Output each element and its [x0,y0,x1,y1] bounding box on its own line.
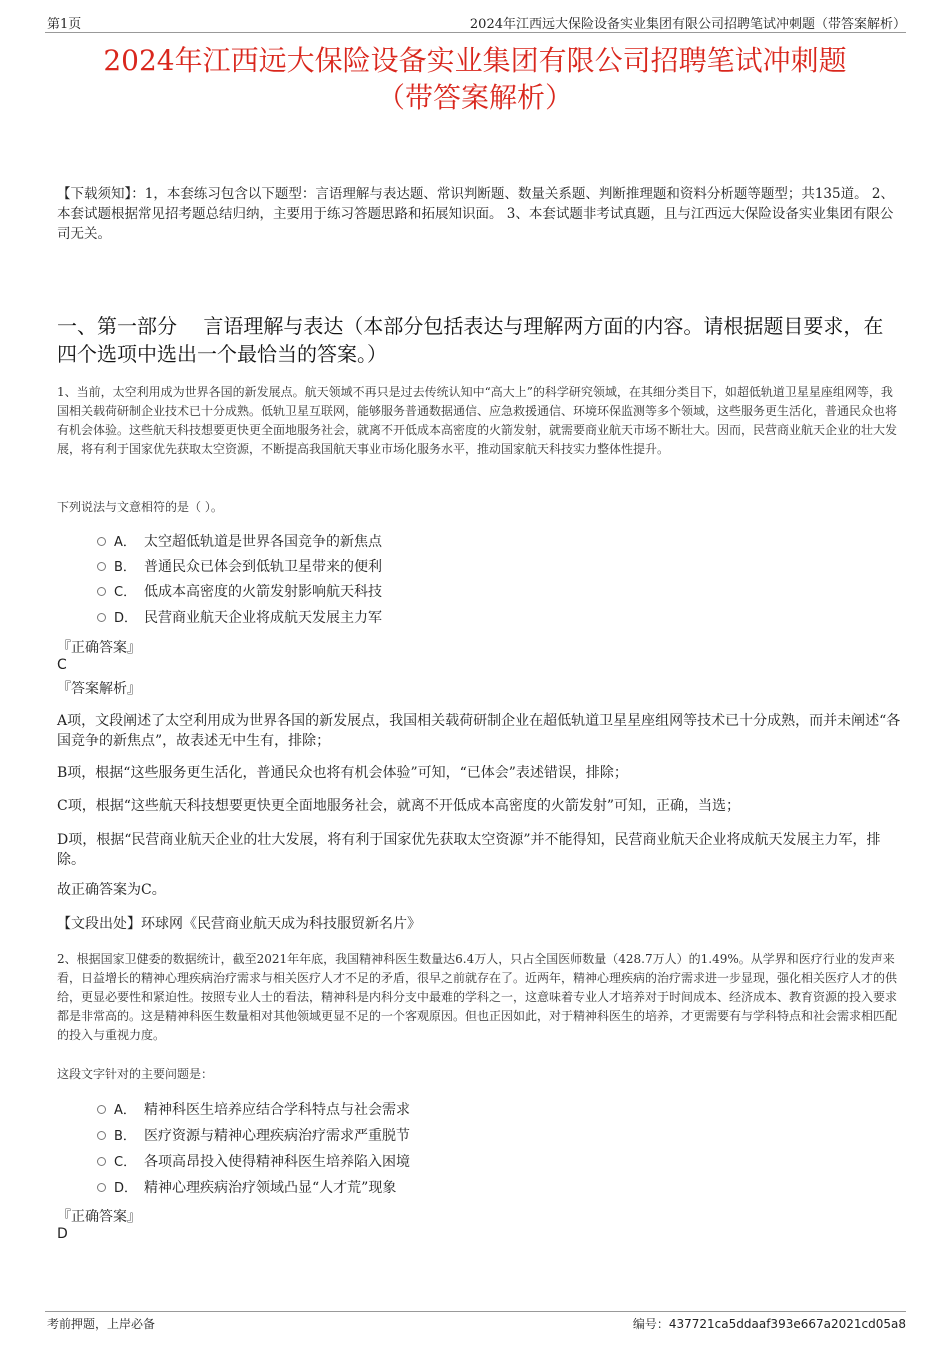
q1-answer: C [57,657,67,673]
q1-option-b[interactable] [97,557,382,578]
option-text: 精神科医生培养应结合学科特点与社会需求 [144,1102,410,1118]
option-letter: A． [114,535,136,550]
q2-option-a[interactable] [97,1100,410,1121]
option-text: 低成本高密度的火箭发射影响航天科技 [144,584,382,600]
radio-icon[interactable] [97,587,106,596]
q2-passage: 2、根据国家卫健委的数据统计，截至2021年年底，我国精神科医生数量达6.4万人，只占全国医师数量（428.7万人）的1.49%。从学界和医疗行业的发声来看，日益增长的精神心理疾病治疗需求与相关医疗人才不足的矛盾，很早之前就存在了。近两年，精神心理疾病的治疗需求进一步显现，强化相关医疗人才的供给，更显必要性和紧迫性。按照专业人士的看法，精神科是内科分支中最难的学科之一，这意味着专业人才培养对于时间成本、经济成本、教育资源的投入要求都是非常高的。这是精神科医生数量相对其他领域更显不足的一个客观原因。但也正因如此，对于精神科医生的培养，才更需要有与学科特点和社会需求相匹配的投入与重视力度。 [57,952,898,1042]
q1-conclusion: 故正确答案为C。 [57,882,166,898]
option-text: 民营商业航天企业将成航天发展主力军 [144,610,382,626]
q1-question: 下列说法与文意相符的是（ ）。 [57,500,223,514]
section-heading: 一、第一部分 言语理解与表达（本部分包括表达与理解两方面的内容。请根据题目要求，在四个选项中选出一个最恰当的答案。） [57,314,884,366]
radio-icon[interactable] [97,1105,106,1114]
q1-option-d[interactable] [97,608,382,629]
footer-divider [45,1311,906,1312]
option-letter: C． [114,1155,137,1170]
radio-icon[interactable] [97,537,106,546]
q1-analysis-c: C项，根据“这些航天科技想要更快更全面地服务社会，就离不开低成本高密度的火箭发射”可知，正确，当选； [57,798,741,814]
radio-icon[interactable] [97,1157,106,1166]
download-notice: 【下载须知】：1，本套练习包含以下题型：言语理解与表达题、常识判断题、数量关系题、判断推理题和资料分析题等题型；共135道。 2、本套试题根据常见招考题总结归纳，主要用于练习答题思路和拓展知识面。 3、本套试题非考试真题，且与江西远大保险设备实业集团有限公司无关。 [57,186,894,242]
document-title-line2: （带答案解析） [376,81,573,114]
footer-slogan: 考前押题，上岸必备 [47,1317,156,1331]
q1-analysis-d: D项，根据“民营商业航天企业的壮大发展，将有利于国家优先获取太空资源”并不能得知，民营商业航天企业将成航天发展主力军，排除。 [57,832,881,868]
page-number: 第1页 [47,17,82,32]
document-title [40,42,910,116]
option-letter: D． [114,611,138,626]
option-text: 太空超低轨道是世界各国竞争的新焦点 [144,534,382,550]
option-text: 精神心理疾病治疗领域凸显“人才荒”现象 [144,1180,397,1196]
radio-icon[interactable] [97,1183,106,1192]
document-title-line1: 2024年江西远大保险设备实业集团有限公司招聘笔试冲刺题 [103,44,847,77]
option-letter: A． [114,1103,136,1118]
q1-analysis-b: B项，根据“这些服务更生活化，普通民众也将有机会体验”可知，“已体会”表述错误，排除； [57,765,628,781]
q1-analysis-label: 『答案解析』 [57,681,141,697]
radio-icon[interactable] [97,613,106,622]
q2-option-d[interactable] [97,1178,396,1199]
code-label: 编号： [632,1317,669,1331]
q1-option-a[interactable] [97,532,382,553]
q2-answer-label: 『正确答案』 [57,1209,141,1225]
code-value: 437721ca5ddaaf393e667a2021cd05a8 [668,1317,906,1331]
q1-analysis-a: A项，文段阐述了太空利用成为世界各国的新发展点，我国相关载荷研制企业在超低轨道卫星星座组网等技术已十分成熟，而并未阐述“各国竞争的新焦点”，故表述无中生有，排除； [57,713,901,749]
q2-option-b[interactable] [97,1126,410,1147]
q1-source: 【文段出处】环球网《民营商业航天成为科技服贸新名片》 [57,916,421,932]
document-code [633,1315,906,1332]
q1-option-c[interactable] [97,582,382,603]
radio-icon[interactable] [97,1131,106,1140]
option-letter: B． [114,560,136,575]
option-text: 各项高昂投入使得精神科医生培养陷入困境 [144,1154,410,1170]
radio-icon[interactable] [97,562,106,571]
q1-answer-label: 『正确答案』 [57,640,141,656]
q2-answer: D [57,1226,68,1242]
option-text: 普通民众已体会到低轨卫星带来的便利 [144,559,382,575]
header-divider [45,32,906,33]
option-text: 医疗资源与精神心理疾病治疗需求严重脱节 [144,1128,410,1144]
option-letter: B． [114,1129,136,1144]
option-letter: C． [114,585,137,600]
q2-option-c[interactable] [97,1152,410,1173]
running-header-title: 2024年江西远大保险设备实业集团有限公司招聘笔试冲刺题（带答案解析） [469,17,906,32]
option-letter: D． [114,1181,138,1196]
q1-passage: 1、当前，太空利用成为世界各国的新发展点。航天领域不再只是过去传统认知中“高大上”的科学研究领域，在其细分类目下，如超低轨道卫星星座组网等，我国相关载荷研制企业技术已十分成熟。低轨卫星互联网，能够服务普通数据通信、应急救援通信、环境环保监测等多个领域，这些服务更生活化，普通民众也将有机会体验。这些航天科技想要更快更全面地服务社会，就离不开低成本高密度的火箭发射，就需要商业航天市场不断壮大。因而，民营商业航天企业的壮大发展，将有利于国家优先获取太空资源，不断提高我国航天事业市场化服务水平，推动国家航天科技实力整体性提升。 [57,385,898,456]
q2-question: 这段文字针对的主要问题是： [57,1067,214,1081]
